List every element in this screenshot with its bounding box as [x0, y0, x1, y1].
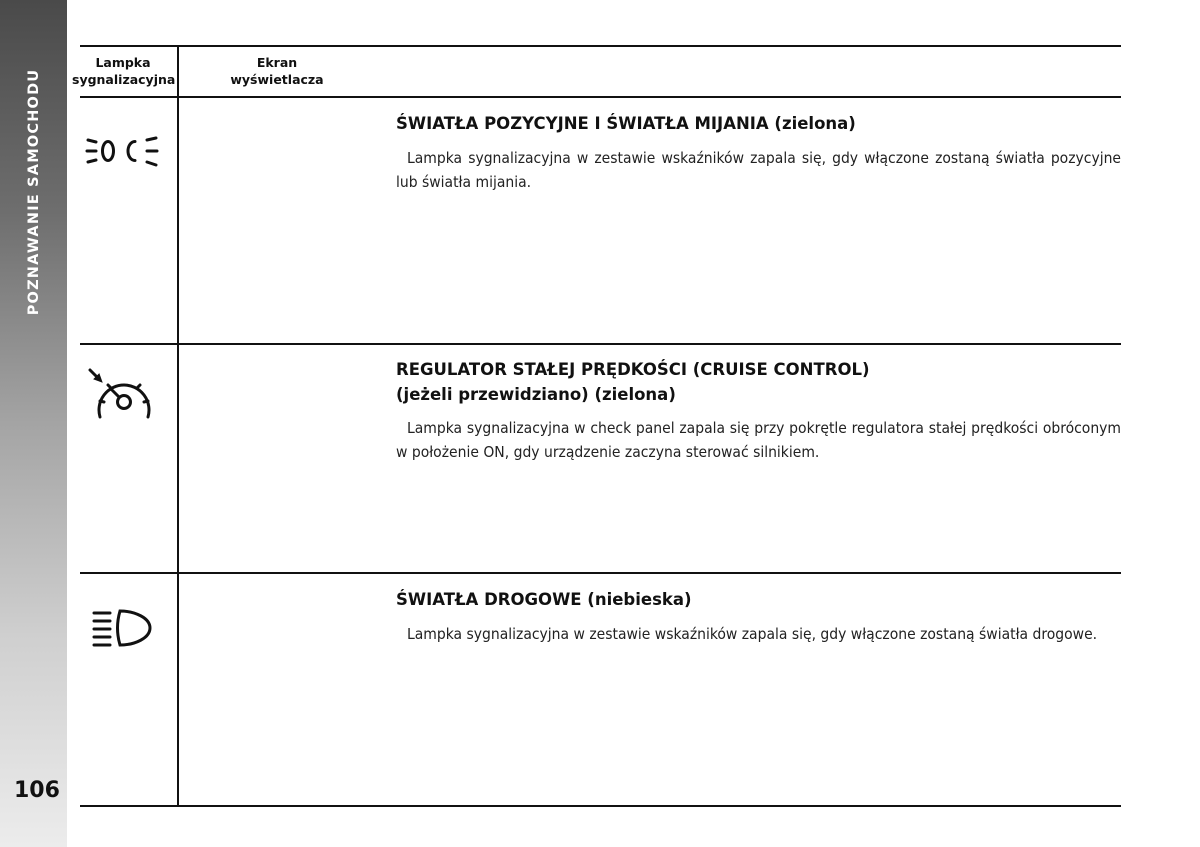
row-title-line: (jeżeli przewidziano) (zielona)	[396, 385, 676, 404]
row-title	[396, 357, 1121, 407]
row-description: Lampka sygnalizacyjna w check panel zapala się przy pokrętle regulatora stałej prędkości obróconym w położenie ON, gdy urządzenie zaczyna sterować silnikiem.	[396, 419, 1121, 461]
position-dipped-lights-icon	[84, 131, 160, 171]
high-beam-icon	[91, 607, 155, 649]
column-divider	[177, 46, 179, 806]
table-header-rule	[80, 96, 1121, 98]
row-description: Lampka sygnalizacyjna w zestawie wskaźników zapala się, gdy włączone zostaną światła drogowe.	[407, 625, 1098, 643]
column-header-line: Lampka	[95, 55, 151, 70]
column-header-line: Ekran	[256, 55, 298, 70]
table-bottom-rule	[80, 805, 1121, 807]
column-header-line: wyświetlacza	[230, 72, 324, 87]
table-top-rule	[80, 45, 1121, 47]
row-title	[396, 587, 1121, 612]
column-header-line: sygnalizacyjna	[72, 72, 176, 87]
row-title-line: ŚWIATŁA POZYCYJNE I ŚWIATŁA MIJANIA (zielona)	[396, 114, 856, 133]
row-divider	[80, 343, 1121, 345]
row-title-line: ŚWIATŁA DROGOWE (niebieska)	[396, 590, 692, 609]
row-divider	[80, 572, 1121, 574]
row-description: Lampka sygnalizacyjna w zestawie wskaźników zapala się, gdy włączone zostaną światła pozycyjne lub światła mijania.	[396, 149, 1121, 191]
page-number: 106	[14, 778, 60, 803]
section-label: POZNAWANIE SAMOCHODU	[26, 68, 42, 316]
row-title-line: REGULATOR STAŁEJ PRĘDKOŚCI (CRUISE CONTROL)	[396, 360, 870, 379]
side-band	[0, 0, 67, 847]
column-header-display	[218, 54, 336, 88]
cruise-control-icon	[88, 368, 158, 426]
column-header-lamp	[72, 54, 174, 88]
row-title	[396, 111, 1121, 136]
